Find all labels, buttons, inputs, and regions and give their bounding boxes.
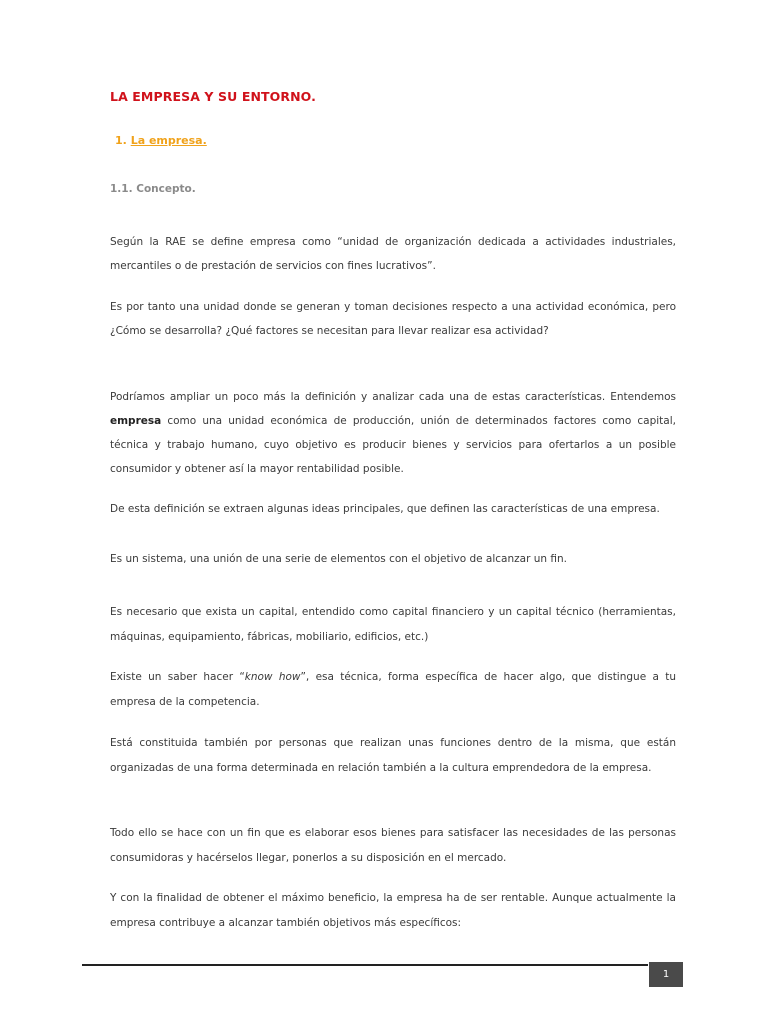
paragraph-text: Existe un saber hacer “ bbox=[110, 671, 245, 683]
paragraph-purpose: Todo ello se hace con un fin que es elaborar esos bienes para satisfacer las necesidades de las personas consumidoras y hacérselos llegar, ponerlos a su disposición en el mercado. bbox=[110, 827, 676, 864]
subsection-heading: 1.1. Concepto. bbox=[110, 183, 196, 195]
section-title-link[interactable]: La empresa. bbox=[130, 134, 207, 147]
paragraph-know-how bbox=[110, 665, 676, 715]
paragraph-text: ”, esa técnica, forma específica de hacer algo, que distingue a tu empresa de la competencia. bbox=[110, 671, 676, 708]
document-title: LA EMPRESA Y SU ENTORNO. bbox=[110, 89, 316, 104]
bold-term-empresa: empresa bbox=[110, 415, 162, 427]
paragraph-text: Podríamos ampliar un poco más la definición y analizar cada una de estas características. Entendemos bbox=[110, 391, 676, 403]
paragraph-text: como una unidad económica de producción, unión de determinados factores como capital, técnica y trabajo humano, cuyo objetivo es producir bienes y servicios para ofertarlos a un posible consumidor y obtener así la mayor rentabilidad posible. bbox=[110, 415, 676, 475]
paragraph-definition-rae: Según la RAE se define empresa como “unidad de organización dedicada a actividades industriales, mercantiles o de prestación de servicios con fines lucrativos”. bbox=[110, 236, 676, 272]
paragraph-main-ideas: De esta definición se extraen algunas ideas principales, que definen las características de una empresa. bbox=[110, 503, 660, 515]
paragraph-system: Es un sistema, una unión de una serie de elementos con el objetivo de alcanzar un fin. bbox=[110, 553, 567, 565]
section-number: 1. bbox=[115, 134, 127, 147]
paragraph-economic-unit: Es por tanto una unidad donde se generan y toman decisiones respecto a una actividad económica, pero ¿Cómo se desarrolla? ¿Qué factores se necesitan para llevar realizar esa actividad? bbox=[110, 301, 676, 337]
section-heading bbox=[115, 134, 207, 147]
paragraph-capital: Es necesario que exista un capital, entendido como capital financiero y un capital técnico (herramientas, máquinas, equipamiento, fábricas, mobiliario, edificios, etc.) bbox=[110, 606, 676, 643]
paragraph-people: Está constituida también por personas que realizan unas funciones dentro de la misma, que están organizadas de una forma determinada en relación también a la cultura emprendedora de la empresa. bbox=[110, 737, 676, 774]
footer-divider bbox=[82, 964, 648, 966]
paragraph-profitability: Y con la finalidad de obtener el máximo beneficio, la empresa ha de ser rentable. Aunque actualmente la empresa contribuye a alcanzar también objetivos más específicos: bbox=[110, 892, 676, 929]
italic-term-know-how: know how bbox=[244, 671, 301, 683]
page-number-badge: 1 bbox=[649, 962, 683, 987]
paragraph-empresa-definition bbox=[110, 385, 676, 481]
